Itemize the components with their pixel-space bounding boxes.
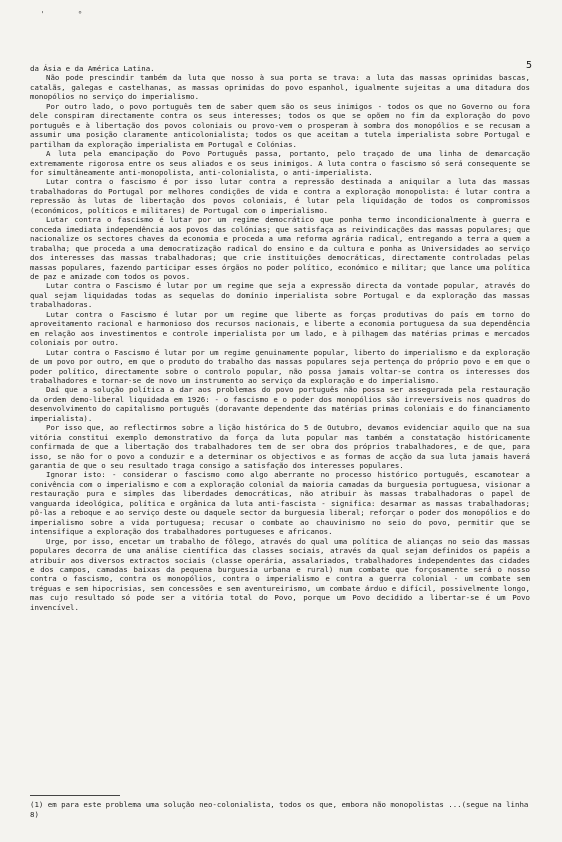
paragraph: Lutar contra o fascismo é lutar por um regime democrático que ponha termo incondicionalmente à guerra e conceda imediata independência aos povos das colónias; que satisfaça as reivindicações das massas populares; que nacionalize os sectores chaves da economia e proceda a uma reforma agrária radical, entregando a terra a quem a trabalha; que proceda a uma democratização radical do ensino e da cultura e ponha as Universidades ao serviço dos interesses das massas trabalhadoras; que crie instituições democráticas, directamente controladas pelas massas populares, fazendo participar esses órgãos no poder político, económico e militar; que lance uma política de paz e amizade com todos os povos. bbox=[30, 215, 530, 281]
paragraph: Lutar contra o Fascismo é lutar por um regime que liberte as forças produtivas do país em torno do aproveitamento racional e harmonioso dos recursos nacionais, e liberte a economia portuguesa da sua dependência em relação aos investimentos e controle imperialista por um lado, e à pilhagem das matérias primas e mercados coloniais por outro. bbox=[30, 309, 530, 348]
corner-mark: ' ° bbox=[40, 10, 97, 19]
paragraph: Lutar contra o Fascismo é lutar por um regime que seja a expressão directa da vontade popular, através do qual sejam liquidadas todas as sequelas do domínio imperialista sobre Portugal e da exploração das massas trabalhadoras. bbox=[30, 281, 530, 310]
paragraph: Por isso que, ao reflectirmos sobre a lição histórica do 5 de Outubro, devamos evidenciar aquilo que na sua vitória constitui exemplo demonstrativo da força da luta popular mas também a constatação históricamente confirmada de que a libertação dos trabalhadores tem de ser obra dos próprios trabalhadores, e de que, para isso, se não for o povo a conduzir e a determinar os objectivos e as formas de acção da sua luta jamais haverá garantia de que o seu resultado traga consigo a satisfação dos interesses populares. bbox=[30, 423, 530, 471]
paragraph: Lutar contra o Fascismo é lutar por um regime genuinamente popular, liberto do imperialismo e da exploração de um povo por outro, em que o produto do trabalho das massas populares seja pertença do próprio povo e em que o poder político, directamente sobre o controlo popular, não possa jamais voltar-se contra os interesses dos trabalhadores e tornar-se de novo um instrumento ao serviço da exploração e do imperialismo. bbox=[30, 347, 530, 385]
paragraph: Daí que a solução política a dar aos problemas do povo português não possa ser assegurada pela restauração da ordem demo-liberal liquidada em 1926: - o fascismo e o poder dos monopólios são irreversíveis nos quadros do desenvolvimento do capitalismo português (doravante dependente das matérias primas coloniais e do financiamento imperialista). bbox=[30, 385, 530, 423]
footnote-divider bbox=[30, 795, 120, 796]
paragraph: Não pode prescindir também da luta que nosso à sua porta se trava: a luta das massas oprimidas bascas, catalãs, galegas e castelhanas, as massas oprimidas do povo espanhol, igualmente sujeitas a uma ditadura dos monopólios no serviço do imperialismo. bbox=[30, 73, 530, 102]
page-number: 5 bbox=[525, 60, 532, 71]
body-text bbox=[30, 64, 530, 612]
paragraph: da Ásia e da América Latina. bbox=[30, 64, 155, 73]
paragraph: Lutar contra o fascismo é por isso lutar contra a repressão destinada a aniquilar a luta das massas trabalhadoras do Portugal por melhores condições de vida e contra a exploração monopolista: é lutar contra a repressão às lutas de libertação dos povos coloniais, é lutar pela liquidação de todos os compromissos (económicos, políticos e militares) de Portugal com o imperialismo. bbox=[30, 177, 530, 215]
paragraph: Por outro lado, o povo português tem de saber quem são os seus inimigos - todos os que no Governo ou fora dele conspiram directamente contra os seus interesses; todos os que se opõem no fim da exploração do povo português e à libertação dos povos coloniais ou provo-vem o prosperam à sombra dos monopólios e se recusam a assumir uma posição claramente anticolonialista; todos os que aceitam a tutela imperialista sobre Portugal e partilham da exploração imperialista em Portugal e Colónias. bbox=[30, 101, 530, 149]
paragraph: Urge, por isso, encetar um trabalho de fôlego, através do qual uma política de alianças no seio das massas populares decorra de uma análise científica das classes sociais, através da qual sejam definidos os papéis a atribuir aos diversos extractos sociais (classe operária, assalariados, trabalhadores independentes das cidades e dos campos, camadas baixas da pequena burguesia urbana e rural) num combate que forçosamente será o nosso contra o fascismo, contra os monopólios, contra o imperialismo e contra a guerra colonial - um combate sem tréguas e sem hipocrisias, sem concessões e sem aventureirismo, um combate árduo e difícil, possivelmente longo, mas cujo resultado só pode ser a vitória total do Povo, porque um Povo decidido a libertar-se é um Povo invencível. bbox=[30, 536, 530, 612]
paragraph: A luta pela emancipação do Povo Português passa, portanto, pelo traçado de uma linha de demarcação extremamente rigorosa entre os seus aliados e os seus inimigos. A luta contra o fascismo só será consequente se for simultâneamente anti-monopolista, anti-colonialista, o anti-imperialista. bbox=[30, 149, 530, 177]
footnote: (1) em para este problema uma solução neo-colonialista, todos os que, embora não monopolistas ...(segue na linha 8) bbox=[30, 800, 529, 819]
paragraph: Ignorar isto: - considerar o fascismo como algo aberrante no processo histórico português, escamotear a conivência com o imperialismo e com a exploração colonial da maioria camadas da burguesia portuguesa, visionar a restauração pura e simples das liberdades democráticas, não atribuir às massas trabalhadoras o papel de vanguarda ideológica, política e orgânica da luta anti-fascista - significa: desarmar as massas trabalhadoras; pô-las a reboque e ao serviço deste ou daquele sector da burguesia liberal; reforçar o poder dos monopólios e do imperialismo sobre a vida portuguesa; recusar o combate ao chauvinismo no seio do povo, permitir que se intensifique a exploração dos trabalhadores portugueses e africanos. bbox=[30, 470, 530, 537]
